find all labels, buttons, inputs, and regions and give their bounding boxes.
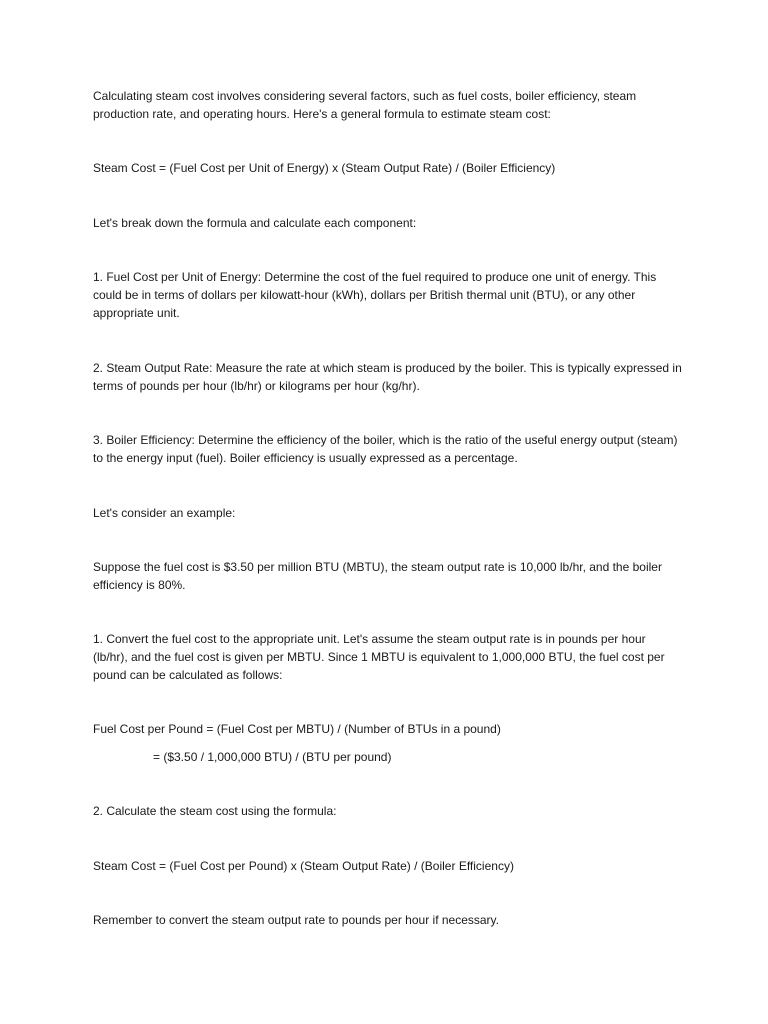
breakdown-intro: Let's break down the formula and calculate each component: <box>93 216 417 230</box>
example-step-1: 1. Convert the fuel cost to the appropriate unit. Let's assume the steam output rate is in pounds per hour (lb/hr), and the fuel cost is given per MBTU. Since 1 MBTU is equivalent to 1,000,000 BTU, the fuel cost per pound can be calculated as follows: <box>93 632 665 682</box>
closing-note: Remember to convert the steam output rate to pounds per hour if necessary. <box>93 913 499 927</box>
steam-cost-formula: Steam Cost = (Fuel Cost per Unit of Energy) x (Steam Output Rate) / (Boiler Efficiency) <box>93 161 556 175</box>
component-fuel-cost: 1. Fuel Cost per Unit of Energy: Determine the cost of the fuel required to produce one unit of energy. This could be in terms of dollars per kilowatt-hour (kWh), dollars per British thermal unit (BTU), or any other appropriate unit. <box>93 270 657 320</box>
fuel-cost-per-pound-formula: Fuel Cost per Pound = (Fuel Cost per MBTU) / (Number of BTUs in a pound) <box>93 722 501 736</box>
steam-cost-per-pound-formula: Steam Cost = (Fuel Cost per Pound) x (Steam Output Rate) / (Boiler Efficiency) <box>93 859 514 873</box>
intro-paragraph: Calculating steam cost involves considering several factors, such as fuel costs, boiler efficiency, steam production rate, and operating hours. Here's a general formula to estimate steam cost: <box>93 89 637 121</box>
example-step-2: 2. Calculate the steam cost using the formula: <box>93 804 337 818</box>
example-assumptions: Suppose the fuel cost is $3.50 per million BTU (MBTU), the steam output rate is 10,000 lb/hr, and the boiler efficiency is 80%. <box>93 560 662 592</box>
component-boiler-efficiency: 3. Boiler Efficiency: Determine the efficiency of the boiler, which is the ratio of the useful energy output (steam) to the energy input (fuel). Boiler efficiency is usually expressed as a percentage. <box>93 433 678 465</box>
fuel-cost-per-pound-substitution: = ($3.50 / 1,000,000 BTU) / (BTU per pound) <box>153 750 392 764</box>
example-intro: Let's consider an example: <box>93 506 236 520</box>
component-steam-output-rate: 2. Steam Output Rate: Measure the rate at which steam is produced by the boiler. This is typically expressed in terms of pounds per hour (lb/hr) or kilograms per hour (kg/hr). <box>93 361 682 393</box>
